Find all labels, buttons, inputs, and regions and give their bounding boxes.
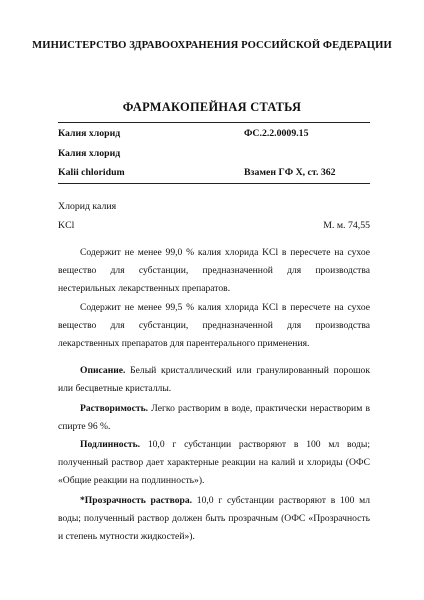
molecular-mass: М. м. 74,55 bbox=[323, 220, 370, 231]
solubility-section bbox=[58, 400, 370, 436]
description-text: Белый кристаллический или гранулированный порошок или бесцветные кристаллы. bbox=[58, 365, 370, 395]
chemical-name: Хлорид калия bbox=[58, 201, 117, 212]
content-paragraph-2: Содержит не менее 99,5 % калия хлорида KCl в пересчете на сухое вещество для субстанции, предназначенной для производства лекарственных препаратов для парентерального применения. bbox=[58, 302, 370, 350]
monograph-row-2 bbox=[58, 148, 370, 159]
formula-row bbox=[58, 220, 370, 231]
title-rule bbox=[58, 122, 370, 123]
substance-name-ru: Калия хлорид bbox=[58, 128, 121, 139]
header-rule bbox=[58, 183, 370, 184]
replaces-note: Взамен ГФ X, ст. 362 bbox=[244, 167, 336, 178]
ministry-heading: МИНИСТЕРСТВО ЗДРАВООХРАНЕНИЯ РОССИЙСКОЙ ФЕДЕРАЦИИ bbox=[32, 40, 392, 51]
content-paragraph-1: Содержит не менее 99,0 % калия хлорида KCl в пересчете на сухое вещество для субстанции, предназначенной для производства нестерильных лекарственных препаратов. bbox=[58, 247, 370, 295]
document-title: ФАРМАКОПЕЙНАЯ СТАТЬЯ bbox=[122, 100, 302, 114]
identification-text: 10,0 г субстанции растворяют в 100 мл воды; полученный раствор дает характерные реакции на калий и хлориды (ОФС «Общие реакции на подлинность»). bbox=[58, 439, 370, 487]
solubility-label: Растворимость. bbox=[80, 403, 149, 414]
solubility-text: Легко растворим в воде, практически нерастворим в спирте 96 %. bbox=[58, 403, 370, 433]
substance-name-ru-alt: Калия хлорид bbox=[58, 148, 121, 159]
description-label: Описание. bbox=[80, 365, 126, 376]
chemical-formula: KCl bbox=[58, 220, 75, 231]
monograph-code: ФС.2.2.0009.15 bbox=[244, 128, 309, 139]
description-section bbox=[58, 362, 370, 398]
clarity-label: *Прозрачность раствора. bbox=[80, 495, 193, 506]
clarity-text: 10,0 г субстанции растворяют в 100 мл воды; полученный раствор должен быть прозрачным (ОФС «Прозрачность и степень мутности жидкостей»). bbox=[58, 495, 370, 543]
monograph-row-3 bbox=[58, 167, 370, 178]
substance-name-latin: Kalii chloridum bbox=[58, 167, 125, 178]
identification-section bbox=[58, 436, 370, 491]
identification-label: Подлинность. bbox=[80, 439, 141, 450]
clarity-section bbox=[58, 492, 370, 547]
monograph-row-1 bbox=[58, 128, 370, 139]
